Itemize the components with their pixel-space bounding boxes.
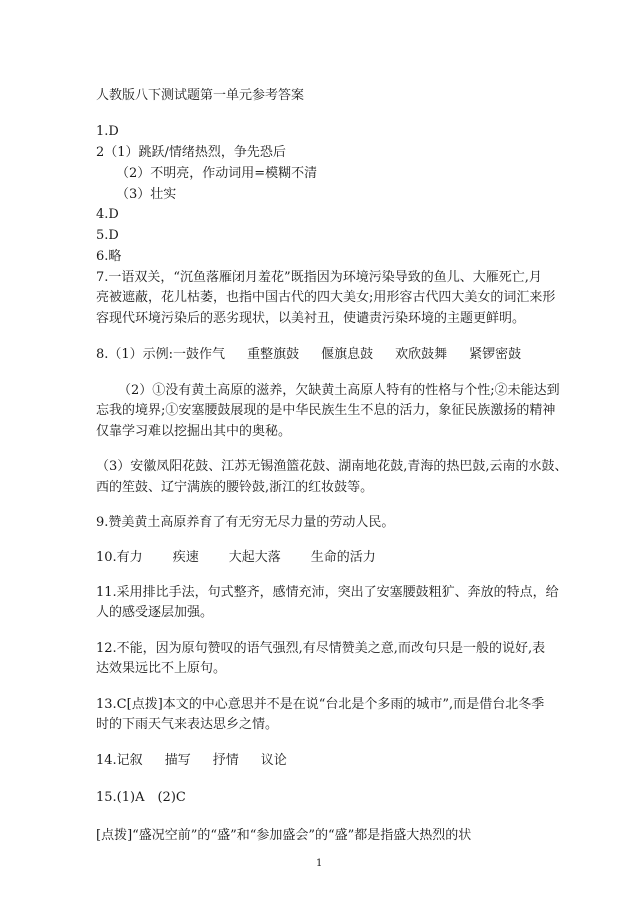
answer-8-1-word: 欢欣鼓舞 — [395, 347, 448, 362]
answer-9: 9.赞美黄土高原养育了有无穷无尽力量的劳动人民。 — [96, 515, 395, 530]
answer-12-line2: 达效果远比不上原句。 — [96, 661, 227, 676]
answer-11-line1: 11.采用排比手法，句式整齐，感情充沛，突出了安塞腰鼓粗犷、奔放的特点，给 — [96, 585, 559, 600]
answer-2-3: （3）壮实 — [116, 187, 177, 202]
answer-14-word: 议论 — [260, 753, 287, 768]
answer-7-line2: 亮被遮蔽，花儿枯萎，也指中国古代的四大美女;用形容古代四大美女的词汇来形 — [96, 290, 556, 305]
answer-8-1 — [96, 347, 521, 363]
answer-10 — [96, 550, 376, 566]
answer-12-line1: 12.不能，因为原句赞叹的语气强烈,有尽情赞美之意,而改句只是一般的说好,表 — [96, 641, 546, 656]
answer-13-line1: 13.C[点拨]本文的中心意思并不是在说“台北是个多雨的城市”,而是借台北冬季 — [96, 697, 545, 712]
answer-8-1-head: 8.（1）示例:一鼓作气 — [96, 347, 226, 362]
answer-14 — [96, 753, 287, 769]
answer-7-line1: 7.一语双关，“沉鱼落雁闭月羞花”既指因为环境污染导致的鱼儿、大雁死亡,月 — [96, 270, 542, 285]
answer-15-note: [点拨]“盛况空前”的“盛”和“参加盛会”的“盛”都是指盛大热烈的状 — [96, 828, 472, 843]
answer-15: 15.(1)A (2)C — [96, 790, 186, 805]
answer-10-word: 疾速 — [172, 550, 199, 565]
answer-14-word: 抒情 — [212, 753, 239, 768]
answer-13-line2: 时的下雨天气来表达思乡之情。 — [96, 717, 279, 732]
answer-4: 4.D — [96, 207, 119, 222]
answer-8-2-line3: 仅靠学习难以挖掘出其中的奥秘。 — [96, 424, 292, 439]
answer-11-line2: 人的感受逐层加强。 — [96, 605, 214, 620]
page-number: 1 — [316, 858, 323, 869]
answer-10-word: 大起大落 — [228, 550, 281, 565]
answer-8-1-word: 偃旗息鼓 — [321, 347, 374, 362]
answer-8-2-line2: 忘我的境界;①安塞腰鼓展现的是中华民族生生不息的活力，象征民族激扬的精神 — [96, 403, 556, 418]
answer-8-1-word: 紧锣密鼓 — [469, 347, 522, 362]
answer-2-2: （2）不明亮，作动词用=模糊不清 — [116, 166, 318, 181]
answer-1: 1.D — [96, 124, 119, 139]
page-title: 人教版八下测试题第一单元参考答案 — [96, 88, 305, 103]
answer-8-1-word: 重整旗鼓 — [247, 347, 300, 362]
answer-8-2-line1: （2）①没有黄土高原的滋养，欠缺黄土高原人特有的性格与个性;②未能达到 — [118, 383, 560, 398]
answer-10-word: 生命的活力 — [310, 550, 376, 565]
answer-7-line3: 容现代环境污染后的恶劣现状，以美衬丑，使谴责污染环境的主题更鲜明。 — [96, 311, 526, 326]
answer-2-1: 2（1）跳跃/情绪热烈，争先恐后 — [96, 145, 286, 160]
answer-8-3-line1: （3）安徽凤阳花鼓、江苏无锡渔篮花鼓、湖南地花鼓,青海的热巴鼓,云南的水鼓、 — [96, 459, 568, 474]
answer-5: 5.D — [96, 228, 119, 243]
answer-6: 6.略 — [96, 249, 122, 264]
answer-10-word: 10.有力 — [96, 550, 143, 565]
answer-8-3-line2: 西的笙鼓、辽宁满族的腰铃鼓,浙江的红妆鼓等。 — [96, 480, 374, 495]
answer-14-word: 描写 — [164, 753, 191, 768]
answer-14-word: 14.记叙 — [96, 753, 143, 768]
